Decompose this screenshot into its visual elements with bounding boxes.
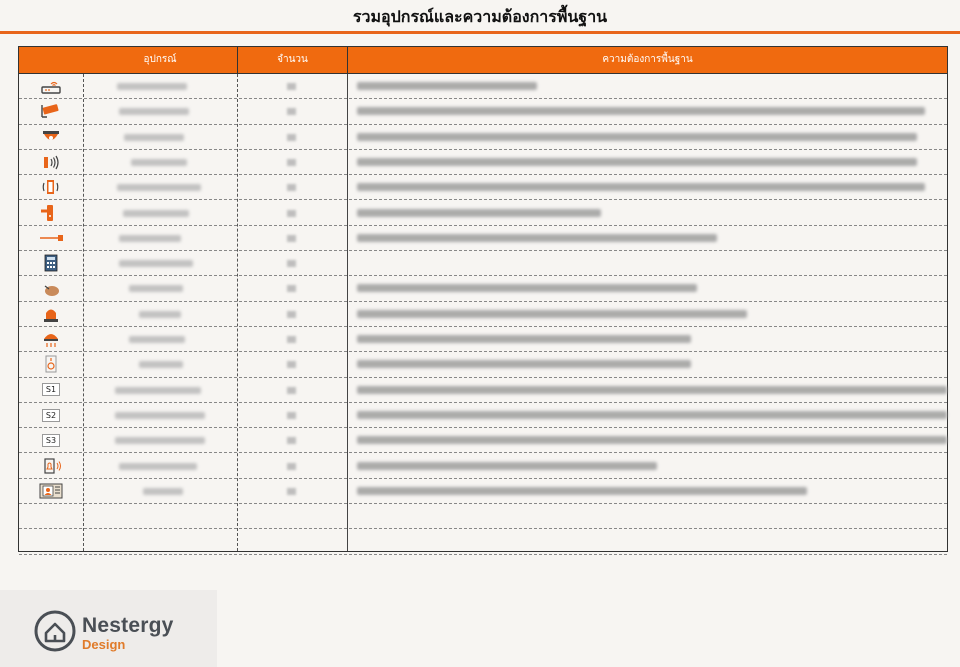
table-row (19, 74, 947, 99)
quantity-redacted (287, 260, 296, 267)
doorbell-icon (38, 456, 64, 476)
table-row (19, 403, 947, 428)
requirement-redacted (357, 209, 601, 217)
equipment-icon-cell (19, 529, 83, 553)
table-row (19, 175, 947, 200)
quantity-redacted (287, 311, 296, 318)
equipment-name-redacted (139, 311, 181, 318)
brand-subtitle: Design (82, 637, 126, 652)
equipment-name-redacted (143, 488, 183, 495)
table-row (19, 251, 947, 276)
cctv-camera-icon (38, 101, 64, 121)
quantity-redacted (287, 184, 296, 191)
requirement-redacted (357, 158, 917, 166)
table-row (19, 150, 947, 175)
equipment-name-redacted (117, 184, 201, 191)
table-row (19, 378, 947, 403)
equipment-name-redacted (115, 387, 201, 394)
equipment-name-redacted (124, 134, 184, 141)
quantity-redacted (287, 159, 296, 166)
video-intercom-icon (38, 481, 64, 501)
equipment-icon-cell (19, 226, 83, 250)
table-row (19, 302, 947, 327)
requirement-redacted (357, 107, 925, 115)
quantity-redacted (287, 463, 296, 470)
quantity-redacted (287, 336, 296, 343)
table-header (19, 47, 947, 74)
siren-icon (38, 304, 64, 324)
equipment-name-redacted (129, 336, 185, 343)
cable-icon (38, 228, 64, 248)
control-panel-icon (38, 253, 64, 273)
requirement-redacted (357, 234, 717, 242)
quantity-redacted (287, 235, 296, 242)
quantity-redacted (287, 437, 296, 444)
table-row (19, 504, 947, 529)
equipment-name-redacted (131, 159, 187, 166)
door-sensor-icon (38, 177, 64, 197)
table-row (19, 201, 947, 226)
table-row (19, 226, 947, 251)
table-row (19, 276, 947, 301)
equipment-name-redacted (119, 108, 189, 115)
motion-sensor-icon (38, 152, 64, 172)
sensor-tag-icon: S2 (42, 409, 60, 422)
panic-button-icon (38, 354, 64, 374)
equipment-name-redacted (119, 260, 193, 267)
table-row (19, 479, 947, 504)
smart-door-lock-icon (38, 203, 64, 223)
quantity-redacted (287, 210, 296, 217)
equipment-icon-cell (19, 504, 83, 528)
wifi-router-icon (38, 76, 64, 96)
column-header-quantity: จำนวน (237, 47, 347, 73)
equipment-name-redacted (119, 235, 181, 242)
brand-logo (0, 590, 217, 667)
dome-camera-icon (38, 127, 64, 147)
quantity-redacted (287, 488, 296, 495)
equipment-icon-cell (19, 302, 83, 326)
column-header-requirement: ความต้องการพื้นฐาน (347, 47, 947, 73)
sensor-tag-icon: S3 (42, 434, 60, 447)
table-row (19, 352, 947, 377)
equipment-name-redacted (139, 361, 183, 368)
equipment-name-redacted (119, 463, 197, 470)
equipment-name-redacted (123, 210, 189, 217)
equipment-icon-cell (19, 378, 83, 402)
requirement-redacted (357, 335, 691, 343)
page-title: รวมอุปกรณ์และความต้องการพื้นฐาน (352, 7, 608, 26)
equipment-name-redacted (117, 83, 187, 90)
equipment-icon-cell (19, 403, 83, 427)
equipment-icon-cell (19, 74, 83, 98)
equipment-name-redacted (129, 285, 183, 292)
equipment-name-redacted (115, 437, 205, 444)
equipment-icon-cell (19, 150, 83, 174)
requirement-redacted (357, 487, 807, 495)
requirement-redacted (357, 462, 657, 470)
table-row (19, 428, 947, 453)
brand-name: Nestergy (82, 614, 174, 637)
equipment-icon-cell (19, 201, 83, 225)
equipment-icon-cell (19, 479, 83, 503)
table-row (19, 125, 947, 150)
requirement-redacted (357, 386, 947, 394)
table-row (19, 454, 947, 479)
quantity-redacted (287, 387, 296, 394)
equipment-icon-cell (19, 276, 83, 300)
column-header-equipment: อุปกรณ์ (143, 54, 177, 65)
equipment-icon-cell (19, 125, 83, 149)
equipment-icon-cell (19, 99, 83, 123)
requirement-redacted (357, 310, 747, 318)
requirement-redacted (357, 360, 691, 368)
sensor-tag-icon: S1 (42, 383, 60, 396)
equipment-icon-cell (19, 327, 83, 351)
requirement-redacted (357, 411, 947, 419)
table-row (19, 99, 947, 124)
requirement-redacted (357, 284, 697, 292)
quantity-redacted (287, 361, 296, 368)
smoke-detector-icon (38, 279, 64, 299)
table-row (19, 529, 947, 554)
requirement-redacted (357, 82, 537, 90)
quantity-redacted (287, 412, 296, 419)
equipment-icon-cell (19, 352, 83, 376)
equipment-name-redacted (115, 412, 205, 419)
requirement-redacted (357, 436, 947, 444)
equipment-icon-cell (19, 454, 83, 478)
title-divider (0, 31, 960, 34)
quantity-redacted (287, 108, 296, 115)
quantity-redacted (287, 134, 296, 141)
quantity-redacted (287, 285, 296, 292)
requirement-redacted (357, 133, 917, 141)
house-logo-icon (34, 610, 76, 652)
alarm-light-icon (38, 329, 64, 349)
quantity-redacted (287, 83, 296, 90)
equipment-table (18, 46, 948, 552)
table-row (19, 327, 947, 352)
equipment-icon-cell (19, 251, 83, 275)
equipment-icon-cell (19, 175, 83, 199)
requirement-redacted (357, 183, 925, 191)
equipment-icon-cell (19, 428, 83, 452)
